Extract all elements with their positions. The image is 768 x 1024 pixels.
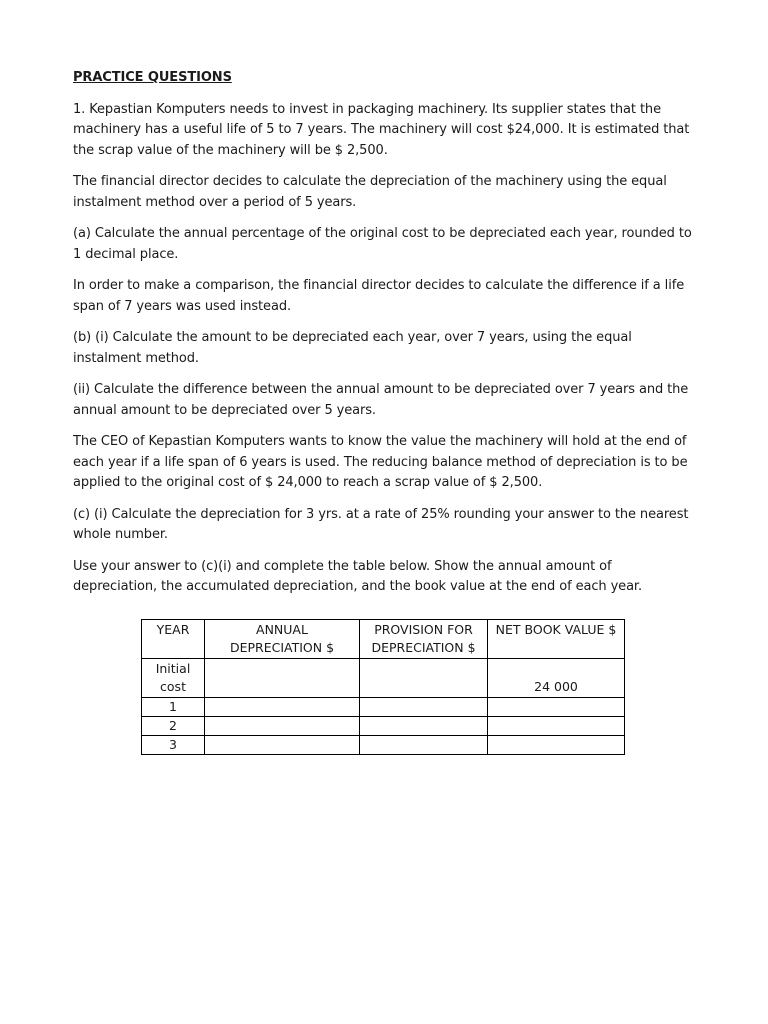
cell-provision[interactable] bbox=[360, 717, 488, 736]
equal-instalment-paragraph: The financial director decides to calculate the depreciation of the machinery using the equal instalment method over a period of 5 years. bbox=[73, 174, 667, 210]
question-c-i-paragraph: (c) (i) Calculate the depreciation for 3 yrs. at a rate of 25% rounding your answer to the nearest whole number. bbox=[73, 506, 689, 542]
header-net-book-value: NET BOOK VALUE $ bbox=[488, 620, 625, 659]
cell-year: 2 bbox=[142, 717, 205, 736]
question-b-i-paragraph: (b) (i) Calculate the amount to be depreciated each year, over 7 years, using the equal instalment method. bbox=[73, 330, 632, 366]
depreciation-table-container bbox=[141, 619, 625, 755]
table-instruction-paragraph: Use your answer to (c)(i) and complete the table below. Show the annual amount of depreciation, the accumulated depreciation, and the book value at the end of each year. bbox=[73, 558, 643, 594]
table-header-row bbox=[142, 620, 625, 659]
page-title: PRACTICE QUESTIONS bbox=[73, 70, 232, 85]
table-row bbox=[142, 698, 625, 717]
cell-year-initial: Initial cost bbox=[142, 659, 205, 698]
header-year: YEAR bbox=[142, 620, 205, 659]
cell-net-book-value[interactable] bbox=[488, 698, 625, 717]
table-row bbox=[142, 717, 625, 736]
cell-net-book-value: 24 000 bbox=[488, 659, 625, 698]
question-b-ii-paragraph: (ii) Calculate the difference between the annual amount to be depreciated over 7 years and the annual amount to be depreciated over 5 years. bbox=[73, 382, 689, 418]
question-intro-paragraph: 1. Kepastian Komputers needs to invest in packaging machinery. Its supplier states that the machinery has a useful life of 5 to 7 years. The machinery will cost $24,000. It is estimated that the scrap value of the machinery will be $ 2,500. bbox=[73, 101, 690, 158]
cell-net-book-value[interactable] bbox=[488, 736, 625, 755]
reducing-balance-paragraph: The CEO of Kepastian Komputers wants to know the value the machinery will hold at the end of each year if a life span of 6 years is used. The reducing balance method of depreciation is to be applied to the original cost of $ 24,000 to reach a scrap value of $ 2,500. bbox=[73, 434, 688, 490]
cell-annual-depreciation[interactable] bbox=[205, 736, 360, 755]
cell-year: 3 bbox=[142, 736, 205, 755]
table-row bbox=[142, 659, 625, 698]
cell-year: 1 bbox=[142, 698, 205, 717]
cell-annual-depreciation[interactable] bbox=[205, 717, 360, 736]
depreciation-table bbox=[141, 619, 625, 755]
document-body bbox=[73, 68, 697, 609]
table-row bbox=[142, 736, 625, 755]
cell-provision[interactable] bbox=[360, 659, 488, 698]
header-provision-for-depreciation: PROVISION FOR DEPRECIATION $ bbox=[360, 620, 488, 659]
cell-provision[interactable] bbox=[360, 698, 488, 717]
cell-annual-depreciation[interactable] bbox=[205, 698, 360, 717]
header-annual-depreciation: ANNUAL DEPRECIATION $ bbox=[205, 620, 360, 659]
question-a-paragraph: (a) Calculate the annual percentage of the original cost to be depreciated each year, rounded to 1 decimal place. bbox=[73, 226, 692, 262]
cell-provision[interactable] bbox=[360, 736, 488, 755]
cell-annual-depreciation[interactable] bbox=[205, 659, 360, 698]
cell-net-book-value[interactable] bbox=[488, 717, 625, 736]
comparison-paragraph: In order to make a comparison, the financial director decides to calculate the difference if a life span of 7 years was used instead. bbox=[73, 278, 685, 314]
